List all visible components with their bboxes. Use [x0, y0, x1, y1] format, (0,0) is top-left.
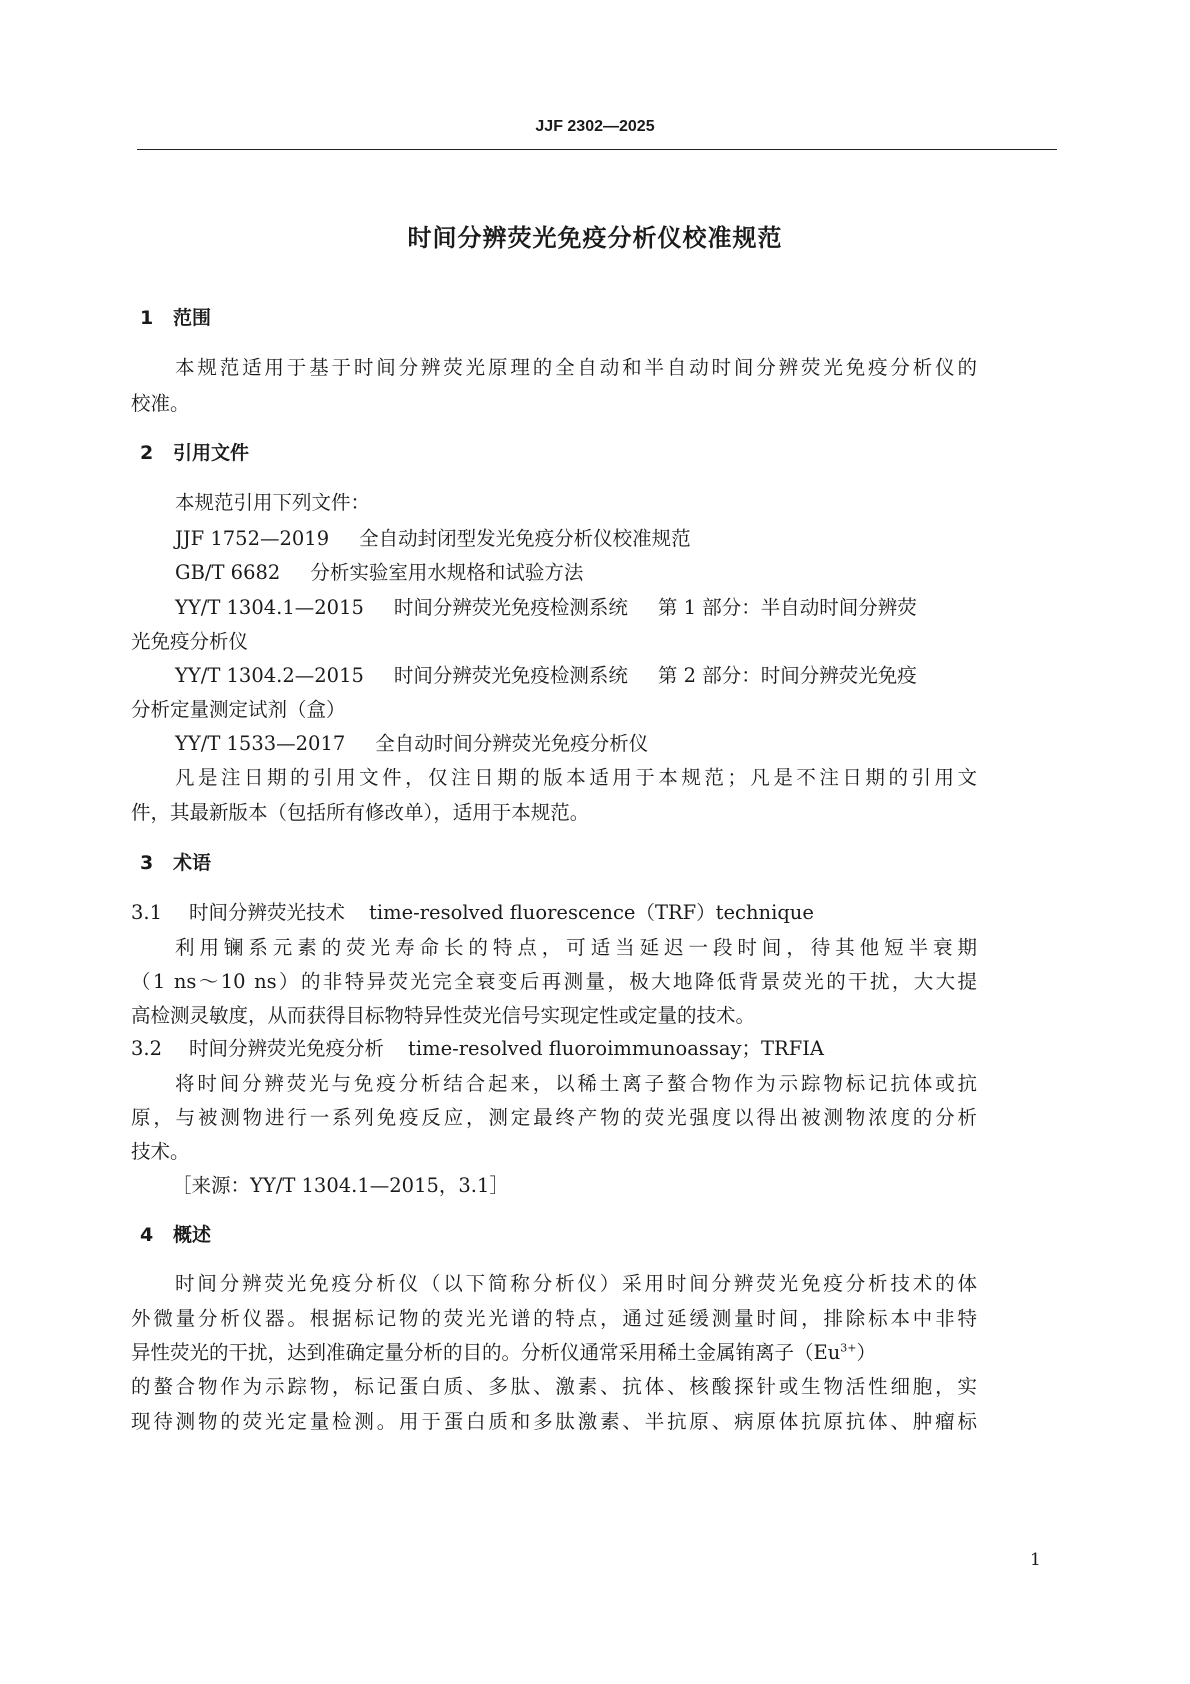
section-3-heading [140, 848, 211, 875]
term-number: 3.2 [131, 1037, 163, 1060]
section-2-heading [140, 438, 249, 465]
line-text: ） [856, 1341, 877, 1364]
line-text: 异性荧光的干扰，达到准确定量分析的目的。分析仪通常采用稀土金属铕离子（Eu [131, 1341, 841, 1364]
paragraph-line: 利用镧系元素的荧光寿命长的特点，可适当延迟一段时间，待其他短半衰期 [175, 936, 977, 959]
term-chinese: 时间分辨荧光技术 [189, 901, 346, 924]
term-heading-3-1 [131, 897, 814, 925]
reference-code: YY/T 1304.2—2015 [175, 664, 364, 687]
section-number: 3 [140, 852, 154, 874]
paragraph-line: 技术。 [131, 1140, 190, 1163]
reference-title: 时间分辨荧光免疫检测系统 [393, 596, 628, 619]
document-code-header: JJF 2302—2025 [535, 118, 655, 135]
reference-continuation: 光免疫分析仪 [131, 630, 249, 653]
reference-item [175, 592, 917, 620]
section-title: 引用文件 [173, 442, 250, 464]
reference-title: 全自动封闭型发光免疫分析仪校准规范 [359, 527, 691, 550]
term-english: time-resolved fluorescence（TRF）technique [369, 901, 814, 924]
section-title: 范围 [173, 307, 212, 329]
reference-title: 全自动时间分辨荧光免疫分析仪 [375, 732, 649, 755]
term-chinese: 时间分辨荧光免疫分析 [189, 1037, 385, 1060]
paragraph-line: 校准。 [131, 392, 190, 415]
section-4-heading [140, 1220, 211, 1247]
term-number: 3.1 [131, 901, 163, 924]
paragraph-line: 高检测灵敏度，从而获得目标物特异性荧光信号实现定性或定量的技术。 [131, 1004, 756, 1027]
document-title: 时间分辨荧光免疫分析仪校准规范 [407, 224, 783, 252]
reference-title: 分析实验室用水规格和试验方法 [310, 561, 584, 584]
reference-code: GB/T 6682 [175, 561, 281, 584]
reference-continuation: 分析定量测定试剂（盒） [131, 698, 346, 721]
page-number: 1 [1030, 1550, 1041, 1570]
header-rule [137, 149, 1057, 150]
term-english: time-resolved fluoroimmunoassay；TRFIA [408, 1037, 825, 1060]
reference-item [175, 557, 583, 585]
reference-title: 时间分辨荧光免疫检测系统 [393, 664, 628, 687]
source-note: ［来源：YY/T 1304.1—2015，3.1］ [172, 1174, 509, 1197]
section-1-heading [140, 303, 211, 330]
reference-part: 第 1 部分：半自动时间分辨荧 [657, 596, 917, 619]
paragraph-line [131, 1337, 977, 1365]
superscript: 3+ [840, 1341, 857, 1355]
term-heading-3-2 [131, 1033, 824, 1061]
section-title: 术语 [173, 852, 212, 874]
paragraph-line: 原，与被测物进行一系列免疫反应，测定最终产物的荧光强度以得出被测物浓度的分析 [131, 1106, 977, 1129]
paragraph-line: 现待测物的荧光定量检测。用于蛋白质和多肽激素、半抗原、病原体抗原抗体、肿瘤标 [131, 1410, 977, 1433]
reference-item [175, 523, 691, 551]
reference-code: JJF 1752—2019 [175, 527, 330, 550]
paragraph-line: 的螯合物作为示踪物，标记蛋白质、多肽、激素、抗体、核酸探针或生物活性细胞，实 [131, 1375, 977, 1398]
paragraph-line: 本规范引用下列文件： [175, 491, 371, 514]
paragraph-line: 将时间分辨荧光与免疫分析结合起来，以稀土离子螯合物作为示踪物标记抗体或抗 [175, 1072, 977, 1095]
paragraph-line: 时间分辨荧光免疫分析仪（以下简称分析仪）采用时间分辨荧光免疫分析技术的体 [175, 1272, 977, 1295]
reference-item [175, 728, 648, 756]
reference-code: YY/T 1304.1—2015 [175, 596, 364, 619]
paragraph-line: 件，其最新版本（包括所有修改单），适用于本规范。 [131, 801, 590, 824]
paragraph-line: 凡是注日期的引用文件，仅注日期的版本适用于本规范；凡是不注日期的引用文 [175, 766, 977, 789]
section-number: 1 [140, 307, 154, 329]
reference-code: YY/T 1533—2017 [175, 732, 346, 755]
section-number: 4 [140, 1224, 154, 1246]
section-number: 2 [140, 442, 154, 464]
reference-part: 第 2 部分：时间分辨荧光免疫 [657, 664, 917, 687]
reference-item [175, 660, 917, 688]
paragraph-line: 本规范适用于基于时间分辨荧光原理的全自动和半自动时间分辨荧光免疫分析仪的 [175, 356, 977, 379]
paragraph-line: 外微量分析仪器。根据标记物的荧光光谱的特点，通过延缓测量时间，排除标本中非特 [131, 1307, 977, 1330]
section-title: 概述 [173, 1224, 212, 1246]
paragraph-line: （1 ns～10 ns）的非特异荧光完全衰变后再测量，极大地降低背景荧光的干扰，大大提 [131, 970, 977, 993]
